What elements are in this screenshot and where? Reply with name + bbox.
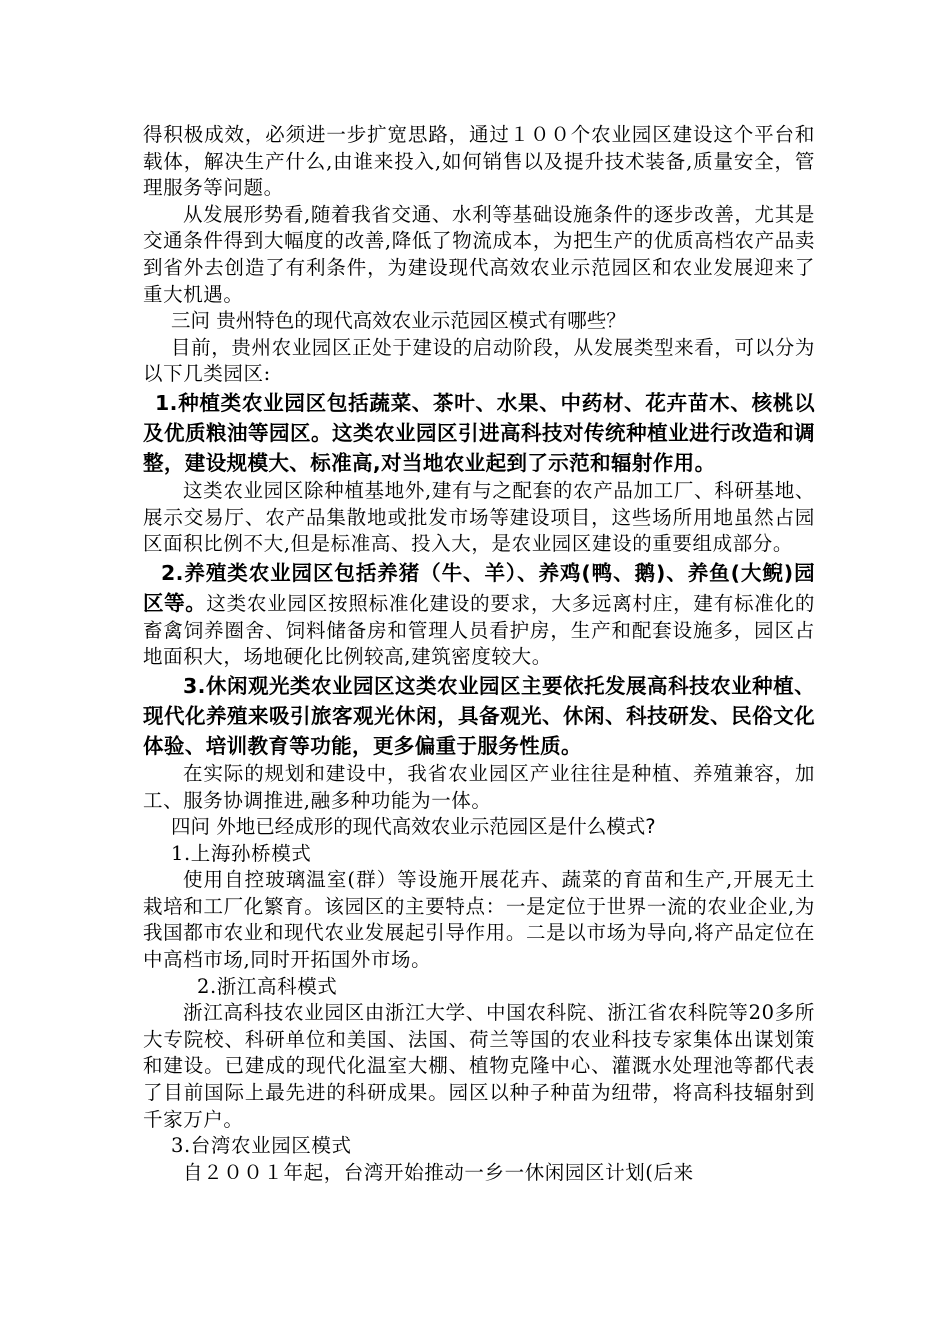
paragraph-taiwan-parks: 自２００１年起，台湾开始推动一乡一休闲园区计划(后来: [183, 1160, 694, 1184]
paragraph-planting-facilities: 这类农业园区除种植基地外,建有与之配套的农产品加工厂、科研基地、展示交易厅、农产品集散地或批发市场等建设项目，这些场所用地虽然占园区面积比例不大,但是标准高、投入大，是农业园区建设的重要组成部分。: [143, 478, 815, 556]
subheading-taiwan-parks: 3.台湾农业园区模式: [171, 1134, 352, 1158]
section-heading-q3: 三问 贵州特色的现代高效农业示范园区模式有哪些？: [171, 309, 626, 333]
section-heading-q4: 四问 外地已经成形的现代高效农业示范园区是什么模式?: [171, 815, 656, 839]
paragraph-practice-summary: 在实际的规划和建设中，我省农业园区产业往往是种植、养殖兼容，加工、服务协调推进,融多种功能为一体。: [143, 761, 815, 812]
item-breeding-parks-body: 这类农业园区按照标准化建设的要求，大多远离村庄，建有标准化的畜禽饲养圈舍、饲料储备房和管理人员看护房，生产和配套设施多，园区占地面积大，场地硬化比例较高,建筑密度较大。: [143, 591, 815, 669]
paragraph-park-types-intro: 目前，贵州农业园区正处于建设的启动阶段，从发展类型来看，可以分为以下几类园区:: [143, 335, 815, 386]
paragraph-shanghai-sunqiao: 使用自控玻璃温室(群）等设施开展花卉、蔬菜的育苗和生产,开展无土栽培和工厂化繁育。该园区的主要特点：一是定位于世界一流的农业企业,为我国都市农业和现代农业发展起引导作用。二是以市场为导向,将产品定位在中高档市场,同时开拓国外市场。: [143, 868, 815, 972]
paragraph-development-situation: 从发展形势看,随着我省交通、水利等基础设施条件的逐步改善，尤其是交通条件得到大幅度的改善,降低了物流成本，为把生产的优质高档农产品卖到省外去创造了有利条件，为建设现代高效农业示范园区和农业发展迎来了重大机遇。: [143, 202, 815, 306]
item-planting-parks: 1.种植类农业园区包括蔬菜、茶叶、水果、中药材、花卉苗木、核桃以及优质粮油等园区。这类农业园区引进高科技对传统种植业进行改造和调整，建设规模大、标准高,对当地农业起到了示范和辐射作用。: [143, 390, 815, 475]
item-breeding-parks: [143, 558, 815, 671]
item-leisure-parks: 3.休闲观光类农业园区这类农业园区主要依托发展高科技农业种植、现代化养殖来吸引旅客观光休闲，具备观光、休闲、科技研发、民俗文化体验、培训教育等功能，更多偏重于服务性质。: [143, 673, 815, 758]
subheading-zhejiang-gaoke: 2.浙江高科模式: [197, 974, 338, 998]
text-column: [143, 122, 815, 1186]
paragraph-zhejiang-gaoke: 浙江高科技农业园区由浙江大学、中国农科院、浙江省农科院等20多所大专院校、科研单位和美国、法国、荷兰等国的农业科技专家集体出谋划策和建设。已建成的现代化温室大棚、植物克隆中心、灌溉水处理池等都代表了目前国际上最先进的科研成果。园区以种子种苗为纽带，将高科技辐射到千家万户。: [143, 1001, 815, 1131]
item-breeding-parks-title: 2.养殖类农业园区包括养猪（牛、羊）、养鸡(鸭、鹅)、养鱼(大鲵)园区等。: [143, 560, 815, 615]
paragraph-continuation: 得积极成效，必须进一步扩宽思路，通过１００个农业园区建设这个平台和载体，解决生产什么,由谁来投入,如何销售以及提升技术装备,质量安全，管理服务等问题。: [143, 123, 815, 200]
subheading-shanghai-sunqiao: 1.上海孙桥模式: [171, 841, 312, 865]
